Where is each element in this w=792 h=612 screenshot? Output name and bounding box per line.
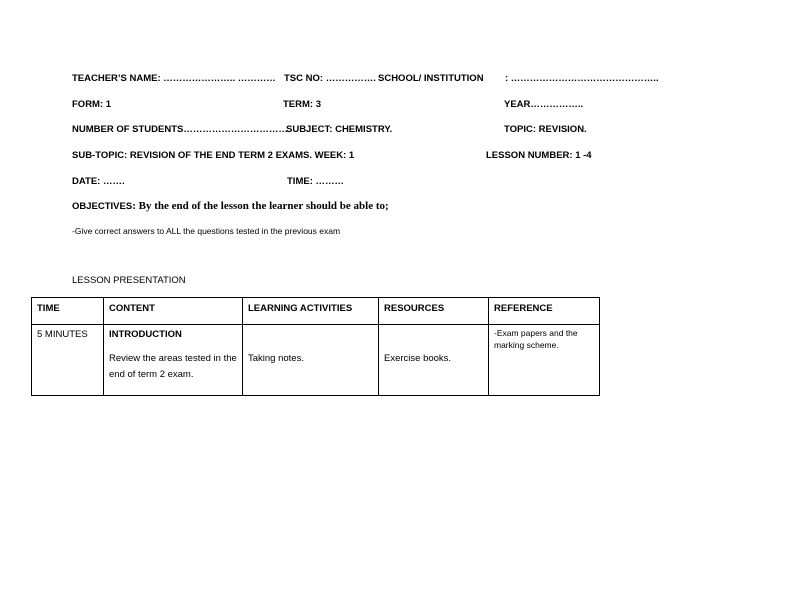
content-body: Review the areas tested in the end of term 2 exam. xyxy=(109,353,237,380)
table-header-row xyxy=(32,298,600,325)
lesson-presentation-heading: LESSON PRESENTATION xyxy=(72,275,186,286)
teacher-name-field: TEACHER’S NAME: ………………….. ………… xyxy=(72,73,276,84)
lesson-number-field: LESSON NUMBER: 1 -4 xyxy=(486,150,592,161)
objective-item: -Give correct answers to ALL the questions tested in the previous exam xyxy=(72,226,341,236)
cell-learning-activities xyxy=(243,325,379,396)
date-field: DATE: ……. xyxy=(72,176,125,187)
tsc-number-field: TSC NO: ……………. xyxy=(284,73,376,84)
school-label: SCHOOL/ INSTITUTION xyxy=(378,73,484,84)
column-header-content: CONTENT xyxy=(104,298,243,325)
cell-reference xyxy=(489,325,600,396)
column-header-resources: RESOURCES xyxy=(379,298,489,325)
cell-content xyxy=(104,325,243,396)
column-header-reference: REFERENCE xyxy=(489,298,600,325)
column-header-time: TIME xyxy=(32,298,104,325)
topic-field: TOPIC: REVISION. xyxy=(504,124,587,135)
column-header-learning-activities: LEARNING ACTIVITIES xyxy=(243,298,379,325)
school-value: : ……………………………………….. xyxy=(505,73,659,84)
objectives-line xyxy=(72,200,389,213)
term-field: TERM: 3 xyxy=(283,99,321,110)
activities-text: Taking notes. xyxy=(248,353,304,364)
subject-field: SUBJECT: CHEMISTRY. xyxy=(286,124,393,135)
objectives-text: : By the end of the lesson the learner should be able to; xyxy=(132,200,389,212)
reference-text: -Exam papers and the marking scheme. xyxy=(494,328,578,350)
number-of-students-field: NUMBER OF STUDENTS…………………………… xyxy=(72,124,288,135)
subtopic-field: SUB-TOPIC: REVISION OF THE END TERM 2 EXAMS. WEEK: 1 xyxy=(72,150,355,161)
resources-text: Exercise books. xyxy=(384,353,452,364)
lesson-plan-table xyxy=(31,297,600,396)
form-field: FORM: 1 xyxy=(72,99,112,110)
cell-resources xyxy=(379,325,489,396)
objectives-label: OBJECTIVES xyxy=(72,201,133,212)
time-field: TIME: ……… xyxy=(287,176,344,187)
table-row xyxy=(32,325,600,396)
cell-time: 5 MINUTES xyxy=(32,325,104,396)
content-title: INTRODUCTION xyxy=(109,329,182,340)
year-field: YEAR…………….. xyxy=(504,99,584,110)
